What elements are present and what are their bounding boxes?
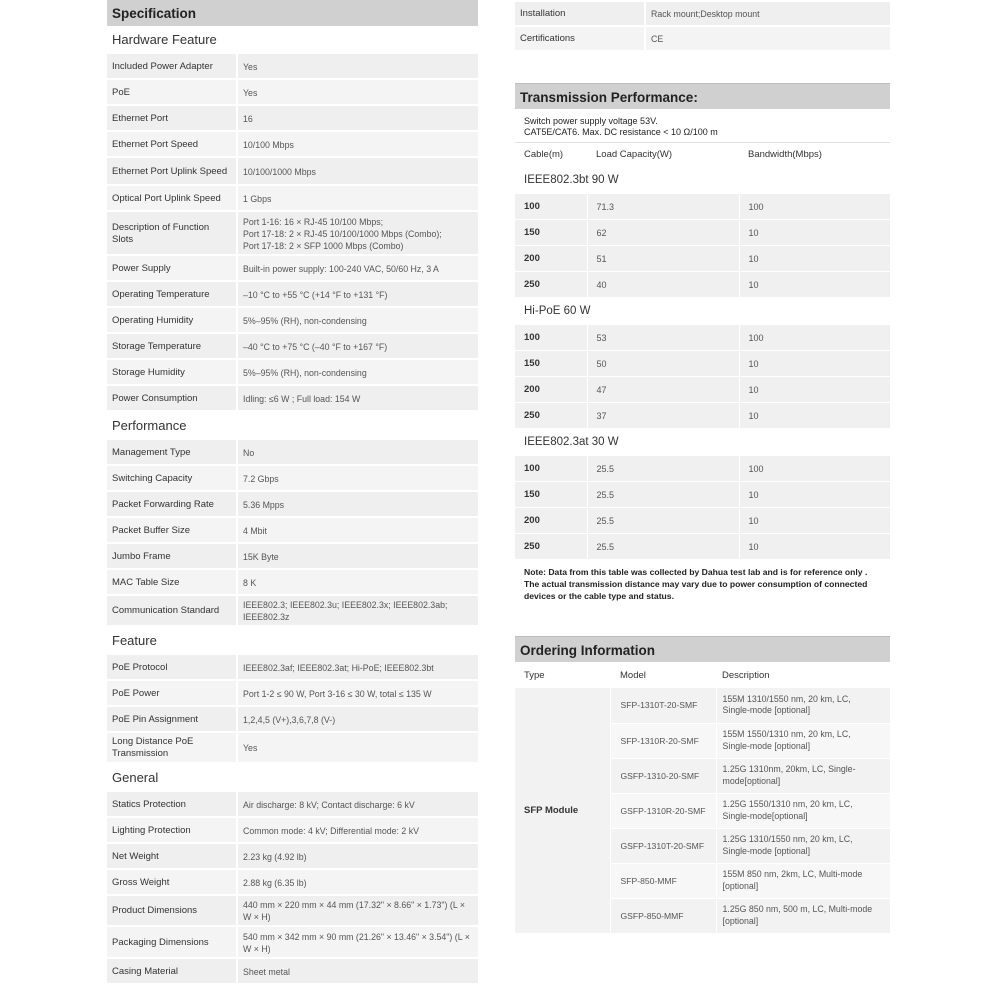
spec-value: –10 °C to +55 °C (+14 °F to +131 °F) (237, 281, 478, 307)
transmission-row (515, 246, 890, 272)
transmission-row (515, 194, 890, 220)
model-header: Model (620, 669, 646, 681)
section-heading: Feature (112, 633, 157, 648)
model-name: GSFP-850-MMF (610, 898, 716, 933)
bandwidth: 10 (739, 482, 890, 508)
spec-row (107, 895, 478, 926)
spec-value: 5%–95% (RH), non-condensing (237, 359, 478, 385)
bandwidth: 10 (739, 508, 890, 534)
specification-sections (107, 26, 478, 985)
spec-label: Communication Standard (107, 595, 237, 626)
spec-label: Casing Material (107, 958, 237, 984)
spec-value: 1 Gbps (237, 185, 478, 211)
spec-value: 15K Byte (237, 543, 478, 569)
cable-length: 250 (515, 272, 587, 298)
model-name: SFP-1310T-20-SMF (610, 688, 716, 723)
bandwidth: 10 (739, 403, 890, 429)
spec-row (107, 385, 478, 411)
spec-label: Net Weight (107, 843, 237, 869)
spec-label: Certifications (515, 26, 645, 51)
right-column (515, 0, 890, 934)
group-row (515, 167, 890, 194)
spec-value: 16 (237, 105, 478, 131)
model-description: 155M 1310/1550 nm, 20 km, LC, Single-mode [optional] (716, 688, 890, 723)
load-capacity: 53 (587, 325, 739, 351)
spec-row (107, 359, 478, 385)
cable-info: CAT5E/CAT6. Max. DC resistance < 10 Ω/100 m (524, 127, 718, 137)
voltage-info: Switch power supply voltage 53V. (524, 116, 658, 126)
transmission-header-row (515, 143, 890, 167)
spec-label: Storage Temperature (107, 333, 237, 359)
spec-label: Product Dimensions (107, 895, 237, 926)
spec-label: PoE Power (107, 680, 237, 706)
load-capacity: 25.5 (587, 534, 739, 560)
spec-label: Power Supply (107, 255, 237, 281)
group-name: IEEE802.3bt 90 W (515, 167, 890, 194)
model-name: GSFP-1310-20-SMF (610, 758, 716, 793)
spec-label: Switching Capacity (107, 465, 237, 491)
spec-row (107, 543, 478, 569)
spec-row (107, 569, 478, 595)
transmission-row (515, 377, 890, 403)
cable-length: 250 (515, 534, 587, 560)
spec-value: 2.23 kg (4.92 lb) (237, 843, 478, 869)
spec-value: IEEE802.3; IEEE802.3u; IEEE802.3x; IEEE802.3ab; IEEE802.3z (237, 595, 478, 626)
transmission-row (515, 456, 890, 482)
spec-row (107, 281, 478, 307)
spec-row (107, 706, 478, 732)
spec-row (107, 105, 478, 131)
spec-row (107, 131, 478, 157)
load-capacity: 40 (587, 272, 739, 298)
transmission-row (515, 220, 890, 246)
spec-value: IEEE802.3af; IEEE802.3at; Hi-PoE; IEEE802.3bt (237, 654, 478, 680)
spec-value: –40 °C to +75 °C (–40 °F to +167 °F) (237, 333, 478, 359)
spec-value: 540 mm × 342 mm × 90 mm (21.26" × 13.46" × 3.54") (L × W × H) (237, 926, 478, 958)
spec-row (107, 439, 478, 465)
bandwidth: 10 (739, 351, 890, 377)
spec-label: Included Power Adapter (107, 53, 237, 79)
transmission-row (515, 534, 890, 560)
bandwidth: 10 (739, 534, 890, 560)
cable-length: 150 (515, 351, 587, 377)
spec-value: Yes (237, 79, 478, 105)
transmission-row (515, 482, 890, 508)
spec-value: 10/100/1000 Mbps (237, 157, 478, 185)
spec-label: Packet Buffer Size (107, 517, 237, 543)
type-header: Type (524, 669, 545, 681)
spec-value: Yes (237, 732, 478, 763)
spec-label: Storage Humidity (107, 359, 237, 385)
spec-row (107, 869, 478, 895)
spec-label: Jumbo Frame (107, 543, 237, 569)
spec-value: Air discharge: 8 kV; Contact discharge: 6 kV (237, 791, 478, 817)
specification-title: Specification (107, 0, 478, 26)
bandwidth: 100 (739, 325, 890, 351)
load-capacity: 51 (587, 246, 739, 272)
model-name: SFP-850-MMF (610, 863, 716, 898)
load-capacity: 50 (587, 351, 739, 377)
load-capacity: 62 (587, 220, 739, 246)
spec-label: PoE (107, 79, 237, 105)
ordering-header-row (515, 662, 890, 688)
spec-label: Operating Temperature (107, 281, 237, 307)
spec-value: Idling: ≤6 W ; Full load: 154 W (237, 385, 478, 411)
spec-row (107, 211, 478, 255)
spec-value: CE (645, 26, 890, 51)
cable-length: 150 (515, 220, 587, 246)
model-description: 1.25G 1310/1550 nm, 20 km, LC, Single-mode [optional] (716, 828, 890, 863)
spec-row (515, 1, 890, 26)
cable-length: 100 (515, 456, 587, 482)
model-description: 1.25G 1310nm, 20km, LC, Single-mode[optional] (716, 758, 890, 793)
ordering-row (515, 688, 890, 723)
spec-table (107, 52, 478, 412)
spec-row (107, 680, 478, 706)
spec-value: Port 1-16: 16 × RJ-45 10/100 Mbps; Port 17-18: 2 × RJ-45 10/100/1000 Mbps (Combo); Port 17-18: 2 × SFP 1000 Mbps (Combo) (237, 211, 478, 255)
spec-value: No (237, 439, 478, 465)
spec-label: Description of Function Slots (107, 211, 237, 255)
spec-row (107, 517, 478, 543)
cable-header: Cable(m) (524, 149, 564, 161)
spec-label: MAC Table Size (107, 569, 237, 595)
spec-row (515, 26, 890, 51)
spec-label: Long Distance PoE Transmission (107, 732, 237, 763)
load-capacity: 37 (587, 403, 739, 429)
specification-column (107, 0, 478, 985)
spec-row (107, 255, 478, 281)
bandwidth: 100 (739, 194, 890, 220)
spec-row (107, 654, 478, 680)
spec-row (107, 791, 478, 817)
spec-label: Packet Forwarding Rate (107, 491, 237, 517)
transmission-row (515, 403, 890, 429)
spec-row (107, 843, 478, 869)
spec-row (107, 595, 478, 626)
spec-value: Sheet metal (237, 958, 478, 984)
spec-row (107, 465, 478, 491)
cable-length: 150 (515, 482, 587, 508)
spec-row (107, 185, 478, 211)
spec-continued-table (515, 0, 890, 52)
transmission-title: Transmission Performance: (515, 83, 890, 109)
spec-row (107, 926, 478, 958)
section-heading: General (112, 770, 159, 785)
bandwidth: 10 (739, 246, 890, 272)
spec-value: 8 K (237, 569, 478, 595)
model-description: 155M 1550/1310 nm, 20 km, LC, Single-mode [optional] (716, 723, 890, 758)
model-name: GSFP-1310T-20-SMF (610, 828, 716, 863)
spec-row (107, 732, 478, 763)
spec-value: Port 1-2 ≤ 90 W, Port 3-16 ≤ 30 W, total ≤ 135 W (237, 680, 478, 706)
spec-label: Operating Humidity (107, 307, 237, 333)
cable-length: 200 (515, 508, 587, 534)
spec-label: Ethernet Port Uplink Speed (107, 157, 237, 185)
spec-value: 5.36 Mpps (237, 491, 478, 517)
bandwidth: 10 (739, 272, 890, 298)
spec-table (107, 653, 478, 764)
spec-value: 4 Mbit (237, 517, 478, 543)
transmission-note: Note: Data from this table was collected by Dahua test lab and is for reference only . The actual transmission distance may vary due to power consumption of connected devices or the cable type and status. (524, 567, 868, 601)
cable-length: 100 (515, 325, 587, 351)
transmission-row (515, 272, 890, 298)
spec-value: Built-in power supply: 100-240 VAC, 50/60 Hz, 3 A (237, 255, 478, 281)
load-capacity: 25.5 (587, 482, 739, 508)
spec-label: Gross Weight (107, 869, 237, 895)
spec-label: Lighting Protection (107, 817, 237, 843)
transmission-row (515, 508, 890, 534)
load-capacity: 25.5 (587, 456, 739, 482)
spec-value: 5%–95% (RH), non-condensing (237, 307, 478, 333)
spec-label: Optical Port Uplink Speed (107, 185, 237, 211)
cable-length: 200 (515, 246, 587, 272)
cable-length: 250 (515, 403, 587, 429)
model-description: 1.25G 850 nm, 500 m, LC, Multi-mode [optional] (716, 898, 890, 933)
spec-value: 2.88 kg (6.35 lb) (237, 869, 478, 895)
spec-row (107, 491, 478, 517)
bandwidth: 10 (739, 377, 890, 403)
spec-label: PoE Protocol (107, 654, 237, 680)
spec-row (107, 307, 478, 333)
model-name: SFP-1310R-20-SMF (610, 723, 716, 758)
ordering-table (515, 662, 890, 934)
group-row (515, 429, 890, 456)
spec-row (107, 157, 478, 185)
load-capacity: 71.3 (587, 194, 739, 220)
transmission-row (515, 325, 890, 351)
spec-value: Yes (237, 53, 478, 79)
spec-row (107, 53, 478, 79)
cable-length: 100 (515, 194, 587, 220)
spec-value: 440 mm × 220 mm × 44 mm (17.32" × 8.66" × 1.73") (L × W × H) (237, 895, 478, 926)
spec-value: Rack mount;Desktop mount (645, 1, 890, 26)
bandwidth: 100 (739, 456, 890, 482)
spec-value: 10/100 Mbps (237, 131, 478, 157)
bandwidth-header: Bandwidth(Mbps) (748, 149, 822, 161)
spec-label: Ethernet Port (107, 105, 237, 131)
load-capacity: 47 (587, 377, 739, 403)
spec-table (107, 438, 478, 627)
cable-length: 200 (515, 377, 587, 403)
module-type: SFP Module (515, 688, 610, 933)
group-row (515, 298, 890, 325)
bandwidth: 10 (739, 220, 890, 246)
spec-label: Statics Protection (107, 791, 237, 817)
load-header: Load Capacity(W) (596, 149, 673, 161)
group-name: Hi-PoE 60 W (515, 298, 890, 325)
spec-label: Ethernet Port Speed (107, 131, 237, 157)
section-heading: Performance (112, 418, 187, 433)
spec-value: Common mode: 4 kV; Differential mode: 2 kV (237, 817, 478, 843)
spec-row (107, 958, 478, 984)
spec-label: Management Type (107, 439, 237, 465)
spec-value: 1,2,4,5 (V+),3,6,7,8 (V-) (237, 706, 478, 732)
description-header: Description (722, 669, 770, 681)
ordering-title: Ordering Information (515, 636, 890, 662)
transmission-info (515, 109, 890, 142)
spec-label: PoE Pin Assignment (107, 706, 237, 732)
transmission-row (515, 351, 890, 377)
group-name: IEEE802.3at 30 W (515, 429, 890, 456)
transmission-table (515, 142, 890, 560)
model-description: 155M 850 nm, 2km, LC, Multi-mode [optional] (716, 863, 890, 898)
spec-label: Packaging Dimensions (107, 926, 237, 958)
spec-row (107, 79, 478, 105)
load-capacity: 25.5 (587, 508, 739, 534)
spec-label: Installation (515, 1, 645, 26)
spec-row (107, 817, 478, 843)
spec-value: 7.2 Gbps (237, 465, 478, 491)
section-heading: Hardware Feature (112, 32, 217, 47)
model-name: GSFP-1310R-20-SMF (610, 793, 716, 828)
model-description: 1.25G 1550/1310 nm, 20 km, LC, Single-mode[optional] (716, 793, 890, 828)
spec-row (107, 333, 478, 359)
spec-table (107, 790, 478, 985)
spec-label: Power Consumption (107, 385, 237, 411)
